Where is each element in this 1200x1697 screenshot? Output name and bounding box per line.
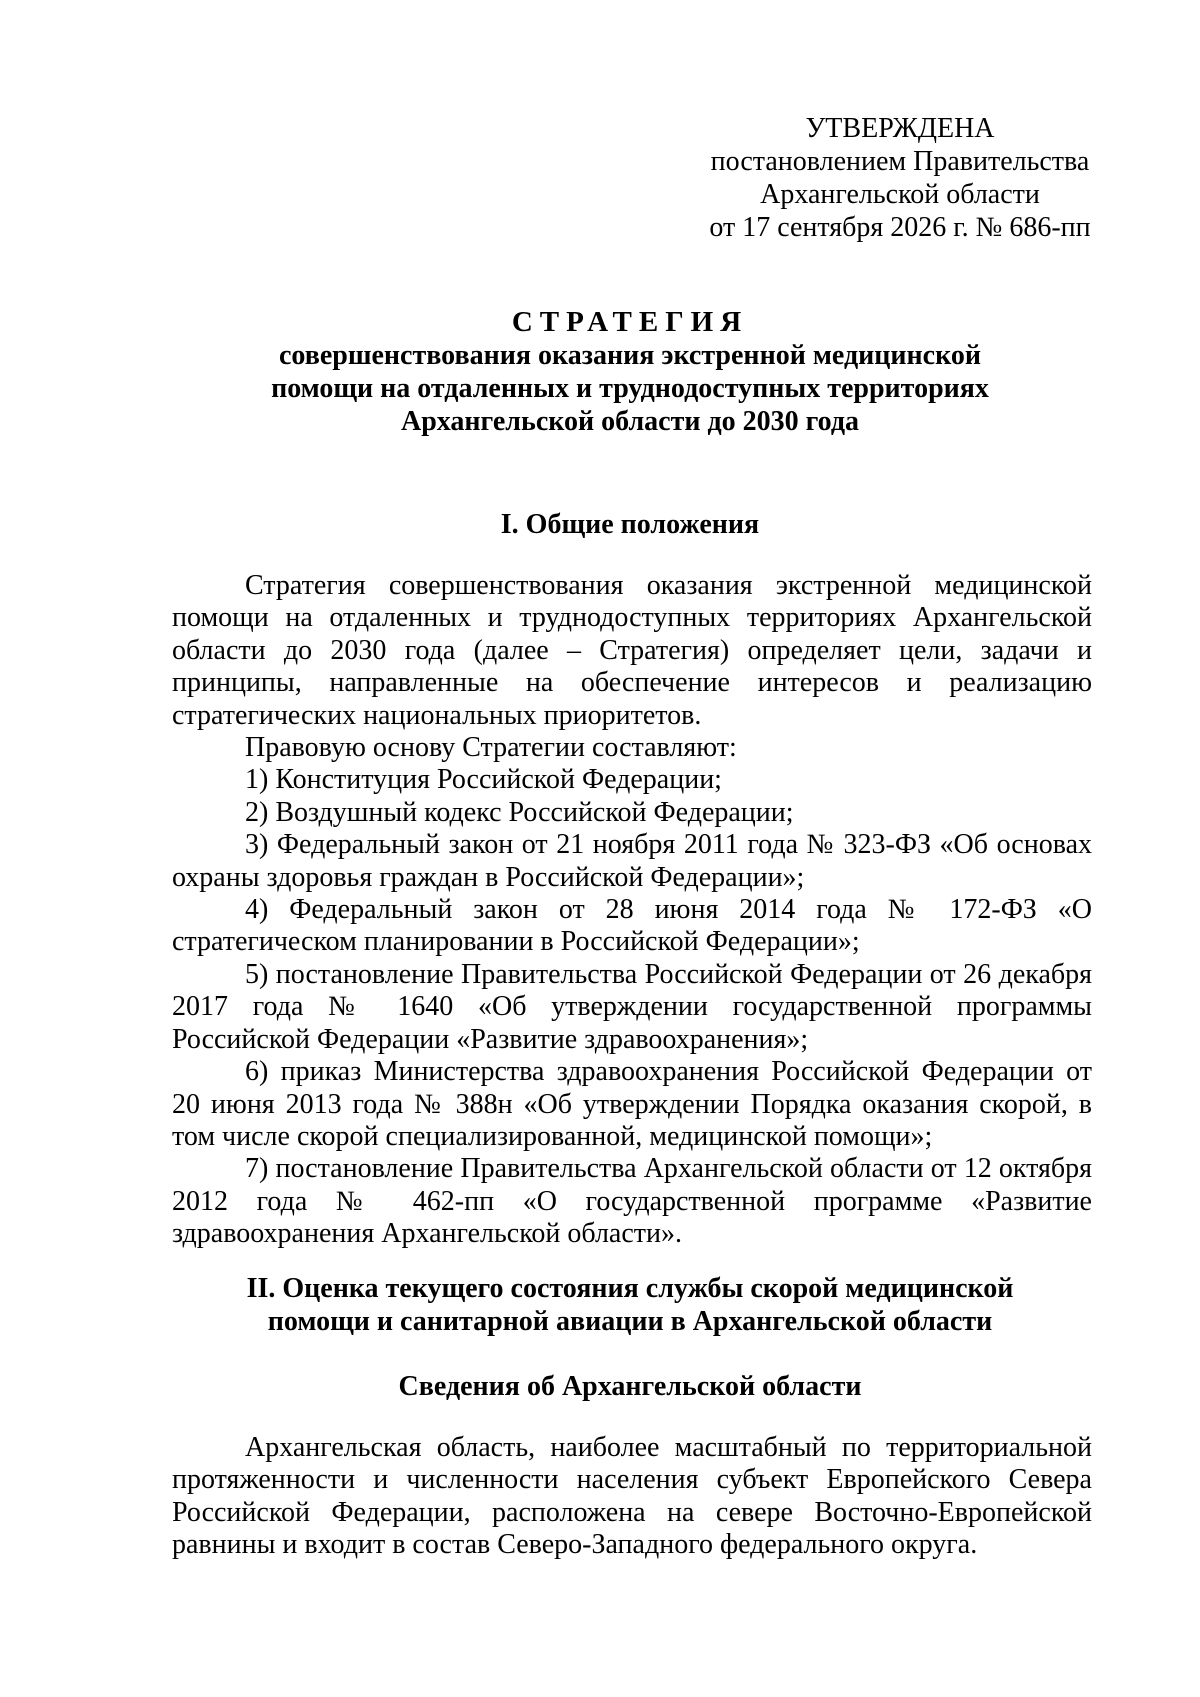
title-line-1: совершенствования оказания экстренной медицинской: [279, 340, 981, 371]
title-line-3: Архангельской области до 2030 года: [400, 406, 860, 437]
approval-line-date-number: от 17 сентября 2026 г. № 686-пп: [709, 212, 1091, 243]
intro-paragraph: Стратегия совершенствования оказания экстренной медицинской помощи на отдаленных и труднодоступных территориях Архангельской области до 2030 года (далее – Стратегия) определяет цели, задачи и принципы, направленные на обеспечение интересов и реализацию стратегических национальных приоритетов.: [172, 570, 1092, 731]
legal-basis-item: 5) постановление Правительства Российской Федерации от 26 декабря 2017 года № 1640 «Об утверждении государственной программы Российской Федерации «Развитие здравоохранения»;: [172, 958, 1092, 1055]
section-2-body: [172, 1432, 1092, 1562]
approval-line-approved: УТВЕРЖДЕНА: [805, 113, 995, 144]
legal-basis-item: 4) Федеральный закон от 28 июня 2014 года № 172-ФЗ «О стратегическом планировании в Российской Федерации»;: [172, 894, 1092, 958]
title-word: СТРАТЕГИЯ: [511, 306, 749, 338]
legal-basis-item: 2) Воздушный кодекс Российской Федерации;: [245, 796, 794, 828]
legal-basis-item: 3) Федеральный закон от 21 ноября 2011 года № 323-ФЗ «Об основах охраны здоровья граждан в Российской Федерации»;: [172, 829, 1092, 893]
legal-basis-item: 6) приказ Министерства здравоохранения Российской Федерации от 20 июня 2013 года № 388н «Об утверждении Порядка оказания скорой, в том числе скорой специализированной, медицинской помощи»;: [172, 1056, 1092, 1152]
document-title: [170, 306, 1090, 438]
legal-basis-item: 7) постановление Правительства Архангельской области от 12 октября 2012 года № 462-пп «О государственной программе «Развитие здравоохранения Архангельской области».: [172, 1153, 1092, 1250]
legal-basis-label: Правовую основу Стратегии составляют:: [245, 732, 737, 764]
approval-line-region: Архангельской области: [760, 179, 1040, 210]
section-1-heading: I. Общие положения: [500, 509, 760, 540]
section-2-heading: [170, 1272, 1090, 1338]
approval-line-resolution: постановлением Правительства: [710, 146, 1090, 177]
section-2-heading-line-2: помощи и санитарной авиации в Архангельской области: [267, 1306, 993, 1337]
title-line-2: помощи на отдаленных и труднодоступных территориях: [271, 373, 989, 404]
subsection-heading: Сведения об Архангельской области: [398, 1371, 862, 1402]
region-paragraph: Архангельская область, наиболее масштабный по территориальной протяженности и численности населения субъект Европейского Севера Российской Федерации, расположена на севере Восточно-Европейской равнины и входит в состав Северо-Западного федерального округа.: [172, 1432, 1092, 1561]
section-2-heading-line-1: II. Оценка текущего состояния службы скорой медицинской: [246, 1273, 1014, 1304]
section-1-body: [172, 570, 1092, 1251]
approval-stamp: [680, 112, 1120, 244]
legal-basis-item: 1) Конституция Российской Федерации;: [245, 764, 722, 796]
